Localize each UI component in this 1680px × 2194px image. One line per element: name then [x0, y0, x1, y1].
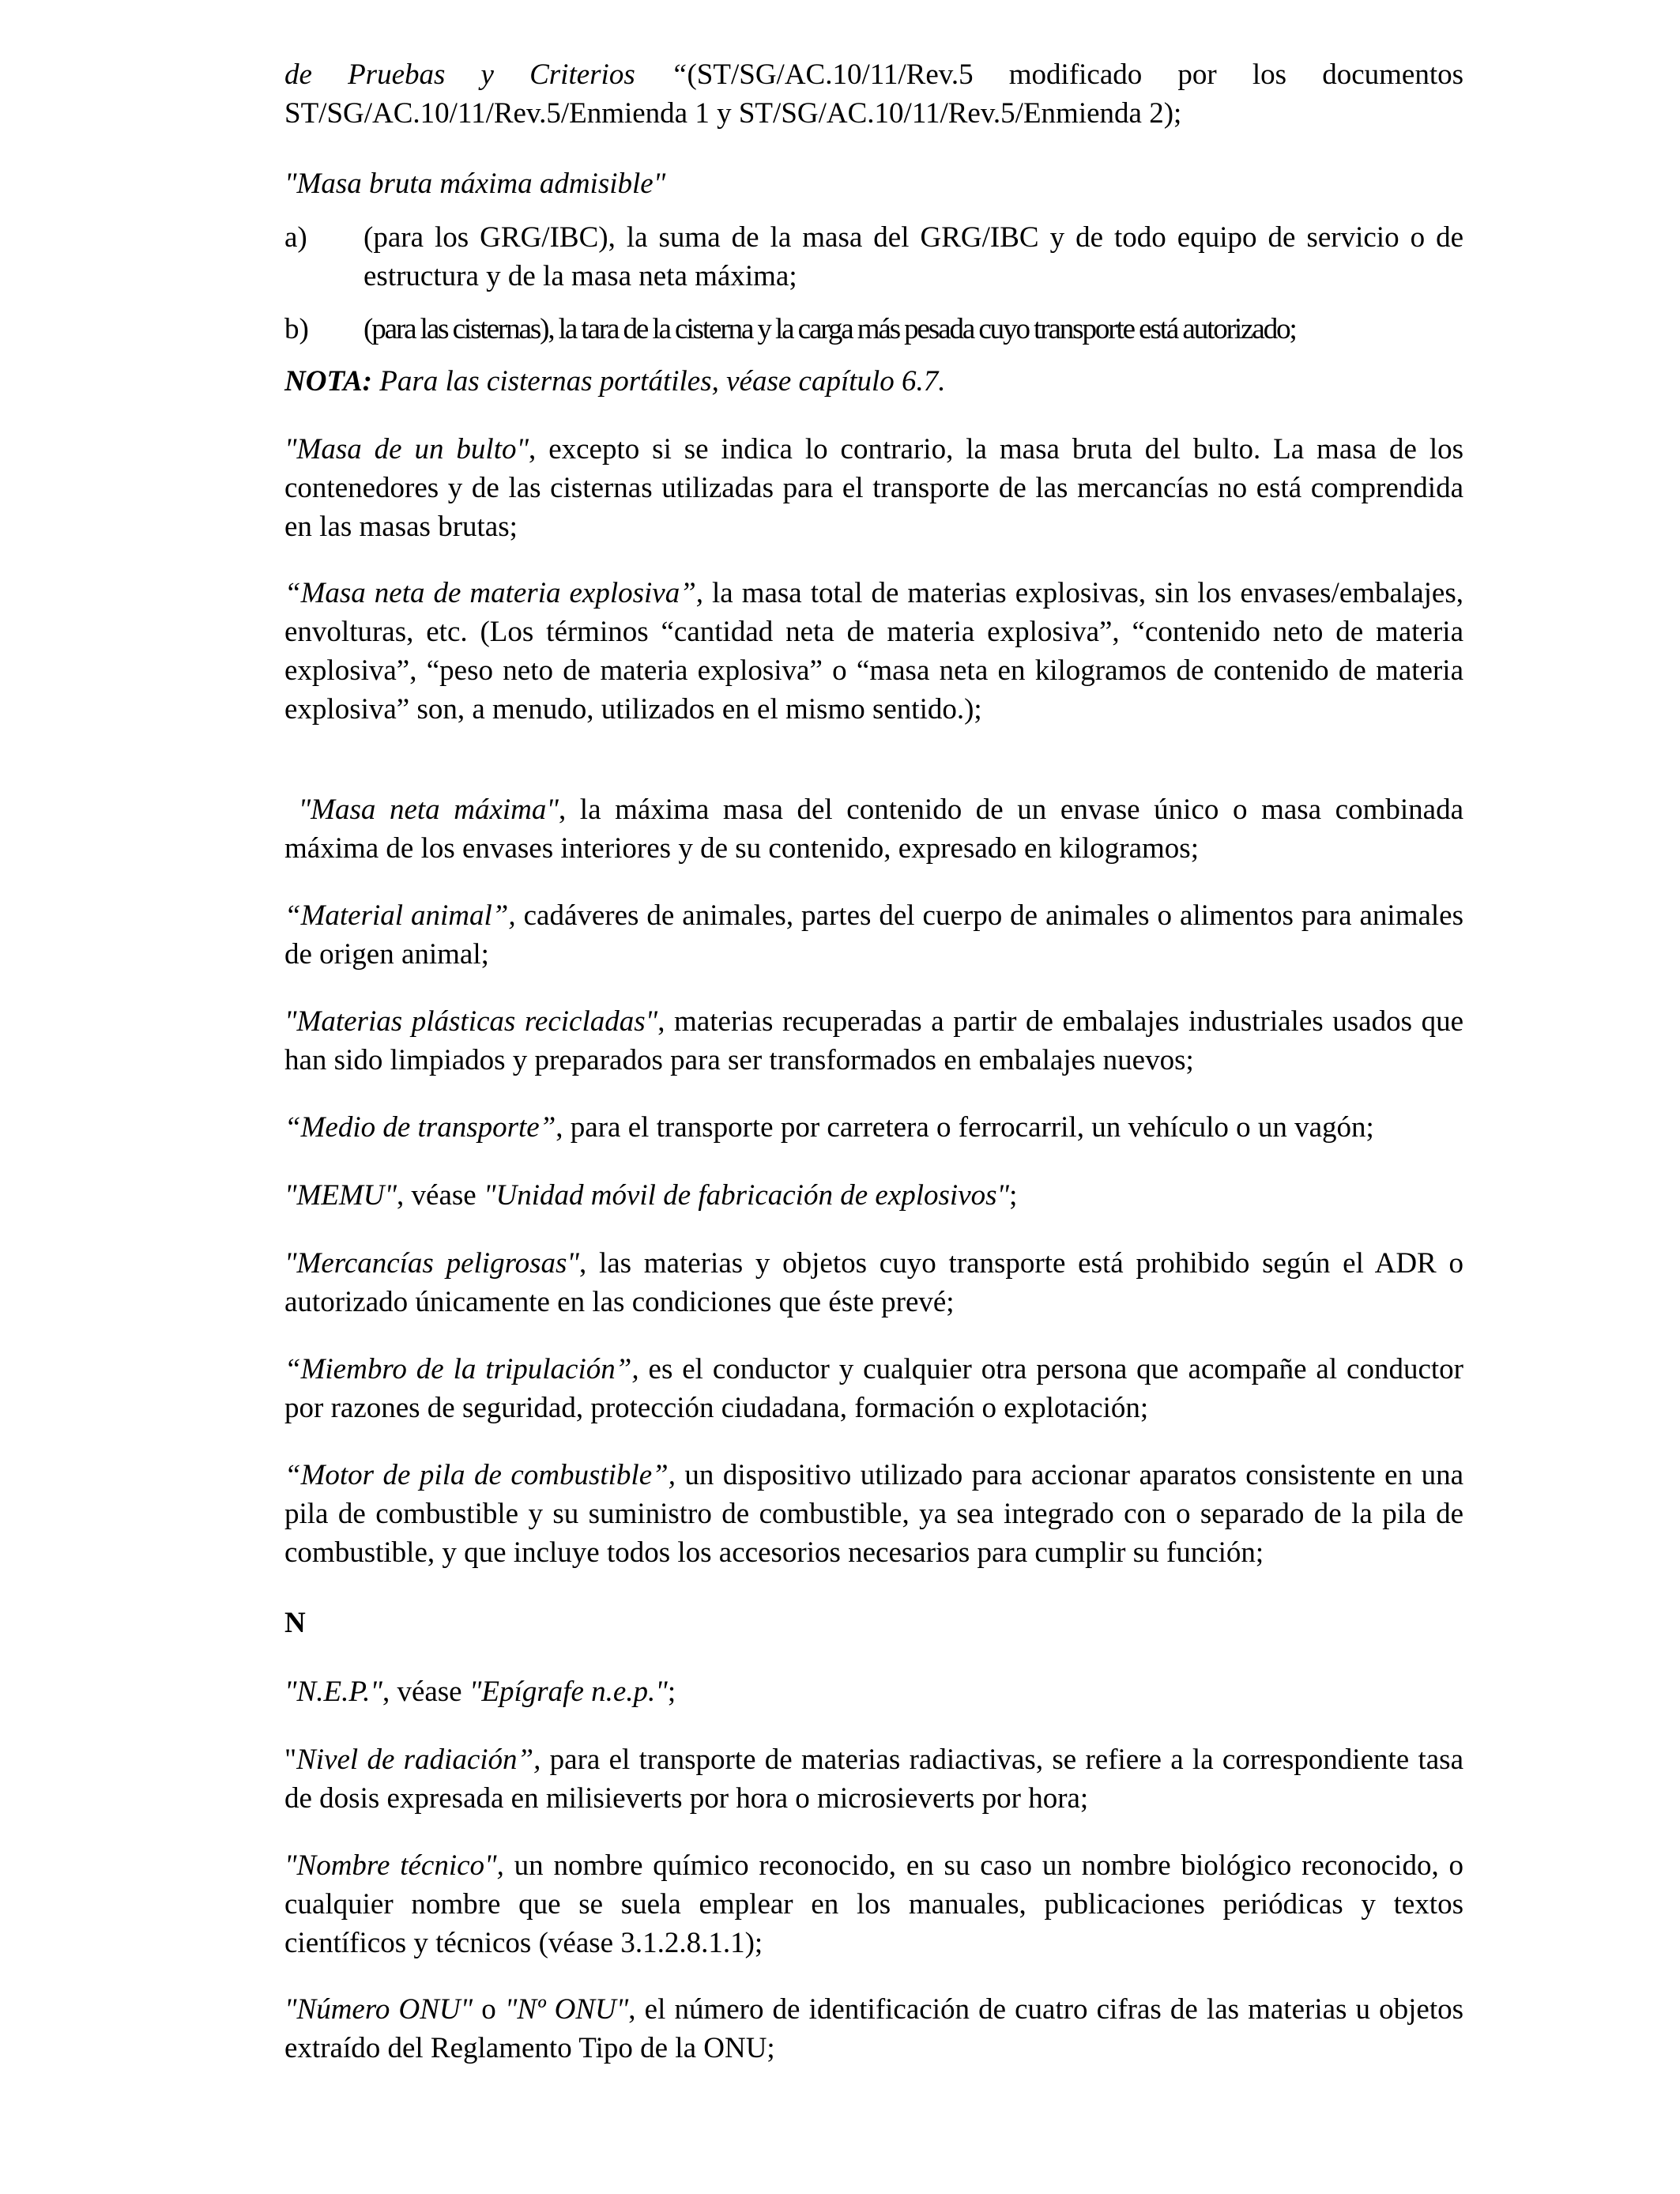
definition-text: , la máxima masa del contenido de un envase único o masa combinada máxima de los envases interiores y de su contenido, expresado en kilogramos;	[284, 794, 1464, 865]
definition-term: “Material animal”,	[284, 899, 516, 932]
intro-term: de Pruebas y Criterios	[284, 58, 635, 91]
definition-text-secondary: , el número de identificación de cuatro cifras de las materias u objetos extraído del Reglamento Tipo de la ONU;	[284, 1993, 1464, 2064]
definition-memu	[284, 1176, 1463, 1215]
definition-term: “Masa neta de materia explosiva”,	[284, 577, 704, 609]
definition-term-secondary: "Epígrafe n.e.p."	[469, 1676, 668, 1708]
definition-nivel-radiacion	[284, 1740, 1463, 1818]
list-text-a: (para los GRG/IBC), la suma de la masa del GRG/IBC y de todo equipo de servicio o de estructura y de la masa neta máxima;	[363, 221, 1463, 292]
definition-term: "Número ONU"	[284, 1993, 473, 2026]
list-item-b	[284, 310, 1463, 349]
definition-term: “Miembro de la tripulación”,	[284, 1353, 639, 1385]
definition-text: para el transporte de materias radiactivas, se refiere a la correspondiente tasa de dosis expresada en milisieverts por hora o microsieverts por hora;	[284, 1744, 1463, 1815]
definition-text: , materias recuperadas a partir de embalajes industriales usados que han sido limpiados y preparados para ser transformados en embalajes nuevos;	[284, 1005, 1463, 1076]
definition-text: , véase	[382, 1676, 469, 1708]
definition-term-secondary: "Nº ONU"	[504, 1993, 629, 2026]
definition-text: cadáveres de animales, partes del cuerpo de animales o alimentos para animales de origen animal;	[284, 899, 1463, 971]
definition-miembro-tripulacion	[284, 1350, 1463, 1427]
definition-term: “Medio de transporte”	[284, 1111, 556, 1144]
definition-text: , las materias y objetos cuyo transporte está prohibido según el ADR o autorizado únicamente en las condiciones que éste prevé;	[284, 1247, 1463, 1318]
intro-paragraph	[284, 55, 1463, 133]
definition-term: “Motor de pila de combustible”,	[284, 1459, 676, 1491]
definition-masa-neta-maxima	[284, 790, 1463, 868]
definition-masa-bulto	[284, 430, 1463, 546]
definition-text: , excepto si se indica lo contrario, la masa bruta del bulto. La masa de los contenedores y de las cisternas utilizadas para el transporte de las mercancías no está comprendida en las masas brutas;	[284, 433, 1464, 543]
definition-text: , véase	[397, 1179, 484, 1212]
definition-term: "MEMU"	[284, 1179, 397, 1212]
definition-text-secondary: ;	[1009, 1179, 1018, 1212]
list-text-b: (para las cisternas), la tara de la cisterna y la carga más pesada cuyo transporte está autorizado;	[363, 313, 1296, 345]
definition-medio-transporte	[284, 1108, 1463, 1147]
definition-term: "Nombre técnico",	[284, 1849, 504, 1882]
definition-masa-neta-explosiva	[284, 574, 1463, 729]
definition-nep	[284, 1672, 1463, 1711]
list-letter-b: b)	[284, 313, 309, 345]
nota-paragraph	[284, 362, 1463, 401]
definition-text: o	[473, 1993, 505, 2026]
list-item-a	[284, 218, 1463, 296]
definition-mercancias-peligrosas	[284, 1244, 1463, 1321]
definition-text: un dispositivo utilizado para accionar aparatos consistente en una pila de combustible y su suministro de combustible, ya sea integrado con o separado de la pila de combustible, y que incluye todos los accesorios necesarios para cumplir su función;	[284, 1459, 1463, 1569]
definition-term: "Masa de un bulto"	[284, 433, 529, 466]
masa-bruta-term: "Masa bruta máxima admisible"	[284, 168, 666, 200]
definition-term: "Masa neta máxima"	[298, 794, 559, 826]
definition-text: es el conductor y cualquier otra persona que acompañe al conductor por razones de seguridad, protección ciudadana, formación o explotación;	[284, 1353, 1463, 1424]
definition-numero-onu	[284, 1990, 1463, 2068]
list-letter-a: a)	[284, 221, 307, 254]
definition-text: la masa total de materias explosivas, sin los envases/embalajes, envolturas, etc. (Los términos “cantidad neta de materia explosiva”, “contenido neto de materia explosiva”, “peso neto de materia explosiva” o “masa neta en kilogramos de contenido de materia explosiva” son, a menudo, utilizados en el mismo sentido.);	[284, 577, 1463, 726]
definition-nombre-tecnico	[284, 1846, 1463, 1962]
definition-materias-plasticas	[284, 1002, 1463, 1080]
nota-text: Para las cisternas portátiles, véase capítulo 6.7.	[372, 365, 946, 398]
definition-term: "Materias plásticas recicladas"	[284, 1005, 658, 1038]
definition-text: un nombre químico reconocido, en su caso un nombre biológico reconocido, o cualquier nombre que se suela emplear en los manuales, publicaciones periódicas y textos científicos y técnicos (véase 3.1.2.8.1.1);	[284, 1849, 1464, 1959]
definition-material-animal	[284, 896, 1463, 974]
definition-term: Nivel de radiación”,	[296, 1744, 541, 1776]
definition-term-prefix: "	[284, 1744, 297, 1776]
masa-bruta-heading	[284, 164, 1463, 203]
intro-text: (ST/SG/AC.10/11/Rev.5 modificado por los documentos ST/SG/AC.10/11/Rev.5/Enmienda 1 y ST/SG/AC.10/11/Rev.5/Enmienda 2);	[284, 58, 1464, 130]
definition-text-secondary: ;	[667, 1676, 676, 1708]
nota-label: NOTA:	[284, 365, 372, 398]
intro-quote: “	[635, 58, 687, 91]
definition-motor-pila	[284, 1456, 1463, 1572]
definition-text: , para el transporte por carretera o ferrocarril, un vehículo o un vagón;	[556, 1111, 1374, 1144]
definition-term: "Mercancías peligrosas"	[284, 1247, 579, 1280]
definition-term: "N.E.P."	[284, 1676, 382, 1708]
section-heading-n: N	[284, 1607, 306, 1639]
definition-term-secondary: "Unidad móvil de fabricación de explosivos"	[483, 1179, 1010, 1212]
